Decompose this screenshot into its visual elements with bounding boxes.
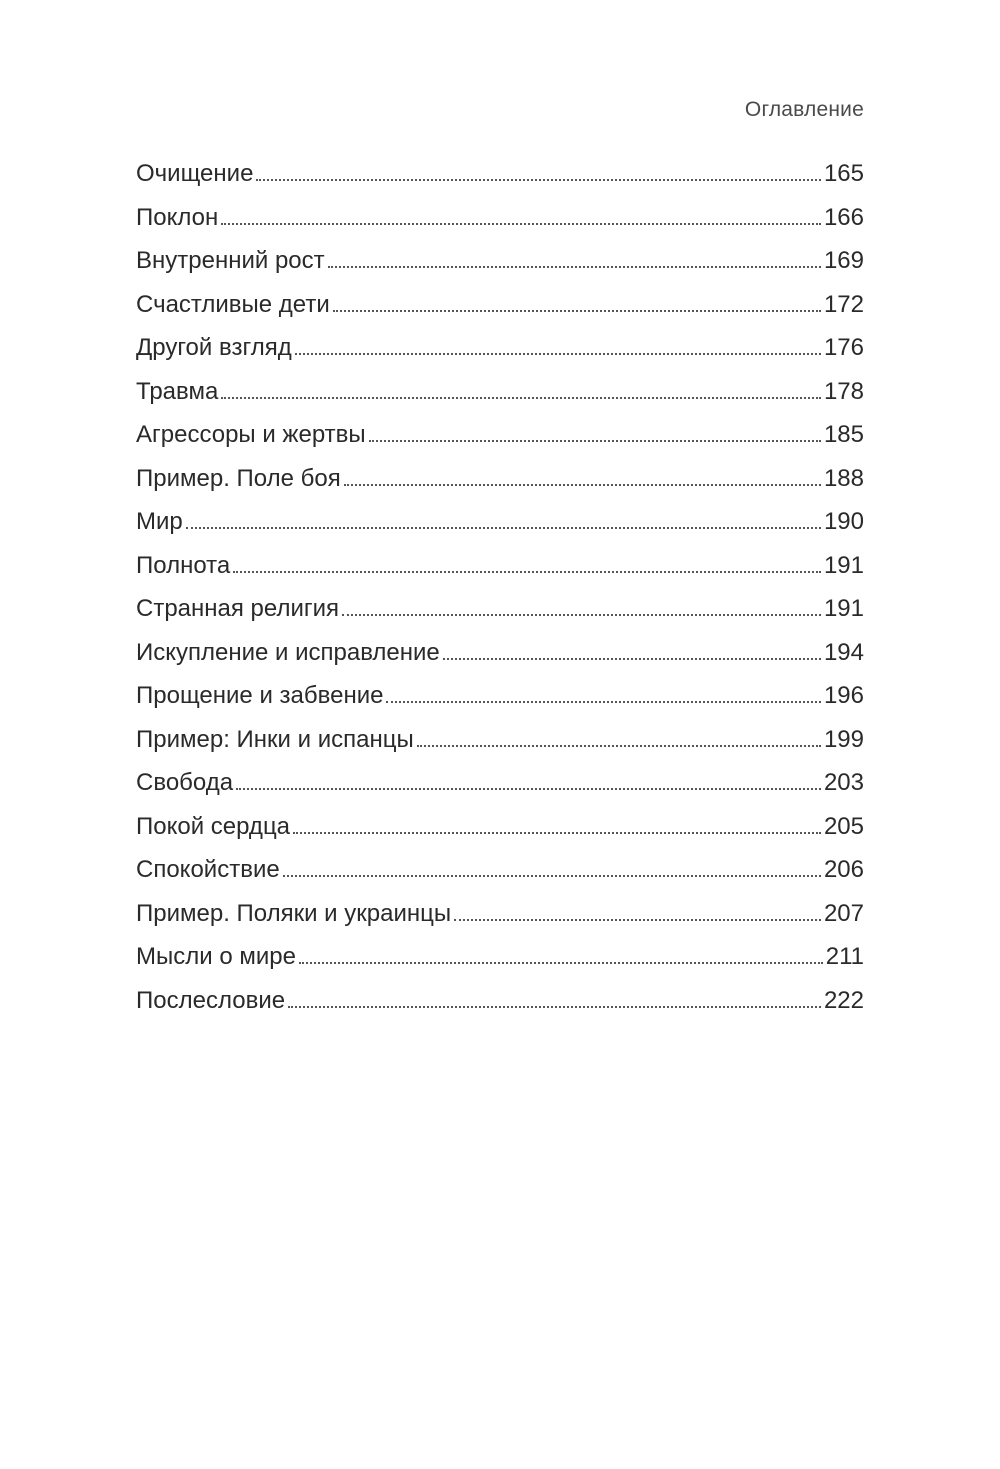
toc-entry[interactable] [136,196,864,240]
toc-entry-page: 211 [825,943,864,970]
toc-entry-title: Счастливые дети [136,290,330,318]
dot-leader [221,223,821,225]
toc-entry[interactable] [136,674,864,718]
toc-entry-title: Полнота [136,551,231,579]
toc-entry-title: Мысли о мире [136,943,296,970]
toc-entry-title: Пример. Поле боя [136,464,341,492]
dot-leader [236,788,821,790]
toc-entry-title: Искупление и исправление [136,638,440,666]
toc-entry-page: 178 [823,377,864,405]
toc-entry-title: Свобода [136,769,234,796]
dot-leader [299,962,823,964]
toc-entry-title: Странная религия [136,595,340,622]
dot-leader [454,919,821,921]
toc-entry[interactable] [136,283,864,327]
table-of-contents [136,152,864,1022]
toc-entry-page: 165 [823,160,864,187]
toc-entry[interactable] [136,761,864,805]
dot-leader [295,353,821,355]
toc-entry[interactable] [136,935,864,979]
dot-leader [283,875,821,877]
dot-leader [233,571,821,573]
toc-entry[interactable] [136,544,864,588]
dot-leader [288,1006,821,1008]
toc-entry-page: 203 [823,769,864,796]
toc-entry-page: 206 [823,856,864,883]
toc-entry-title: Прощение и забвение [136,682,384,709]
dot-leader [386,701,821,703]
toc-entry[interactable] [136,979,864,1023]
toc-entry-page: 166 [823,203,864,231]
toc-entry[interactable] [136,239,864,283]
toc-entry[interactable] [136,848,864,892]
toc-entry[interactable] [136,500,864,544]
toc-entry-page: 194 [823,638,864,666]
dot-leader [328,266,821,268]
dot-leader [344,484,821,486]
running-header: Оглавление [744,98,864,121]
toc-entry-page: 185 [823,421,864,448]
toc-entry-page: 188 [823,464,864,492]
toc-entry-title: Травма [136,377,219,405]
dot-leader [417,745,821,747]
toc-entry-title: Другой взгляд [136,334,292,361]
toc-entry-page: 205 [823,812,864,840]
dot-leader [443,658,821,660]
toc-entry[interactable] [136,587,864,631]
toc-entry-title: Спокойствие [136,856,280,883]
toc-entry-page: 190 [823,508,864,535]
toc-entry-title: Послесловие [136,986,286,1014]
dot-leader [221,397,821,399]
toc-entry-page: 172 [823,290,864,318]
toc-entry[interactable] [136,892,864,936]
toc-entry-page: 196 [823,682,864,709]
toc-entry[interactable] [136,370,864,414]
toc-entry[interactable] [136,326,864,370]
toc-entry[interactable] [136,152,864,196]
toc-entry-page: 199 [823,725,864,753]
toc-entry-title: Внутренний рост [136,247,325,274]
dot-leader [369,440,821,442]
dot-leader [342,614,821,616]
toc-entry-page: 222 [823,986,864,1014]
toc-entry-page: 191 [823,551,864,579]
toc-entry-title: Покой сердца [136,812,291,840]
dot-leader [186,527,821,529]
dot-leader [333,310,821,312]
toc-entry-title: Мир [136,508,183,535]
dot-leader [256,179,821,181]
toc-entry-page: 207 [823,899,864,927]
toc-entry[interactable] [136,805,864,849]
toc-entry[interactable] [136,457,864,501]
toc-entry[interactable] [136,413,864,457]
dot-leader [293,832,821,834]
toc-entry-title: Поклон [136,203,219,231]
toc-entry-title: Пример. Поляки и украинцы [136,899,452,927]
toc-entry-page: 191 [823,595,864,622]
toc-entry[interactable] [136,718,864,762]
toc-entry-title: Агрессоры и жертвы [136,421,366,448]
toc-entry-page: 169 [823,247,864,274]
toc-entry-title: Пример: Инки и испанцы [136,725,414,753]
toc-entry-title: Очищение [136,160,254,187]
toc-entry[interactable] [136,631,864,675]
toc-entry-page: 176 [823,334,864,361]
